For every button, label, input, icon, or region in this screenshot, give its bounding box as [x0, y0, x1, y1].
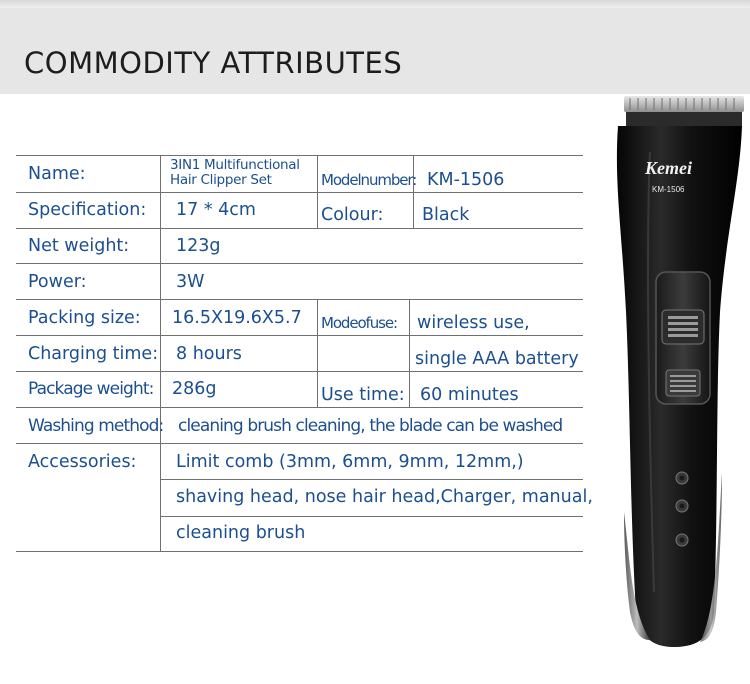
header-band	[0, 8, 750, 94]
table-rule	[16, 551, 583, 552]
package-weight-label: Package weight:	[28, 379, 154, 399]
model-value: KM-1506	[427, 170, 505, 190]
table-rule	[16, 335, 583, 336]
name-value-line1: 3IN1 Multifunctional	[170, 157, 300, 173]
page-title: COMMODITY ATTRIBUTES	[24, 46, 403, 80]
package-weight-value: 286g	[172, 379, 217, 399]
specification-value: 17 * 4cm	[176, 200, 256, 220]
hair-clipper-image	[590, 92, 750, 662]
table-rule	[413, 155, 414, 228]
table-rule	[16, 192, 583, 193]
use-time-label: Use time:	[321, 385, 405, 405]
name-value-line2: Hair Clipper Set	[170, 172, 272, 188]
accessories-value-line2: shaving head, nose hair head,Charger, manual,	[176, 487, 593, 507]
table-rule	[16, 407, 583, 408]
washing-method-label: Washing method:	[28, 416, 164, 436]
mode-of-use-label: Modeofuse:	[321, 314, 397, 332]
accessories-value-line1: Limit comb (3mm, 6mm, 9mm, 12mm,)	[176, 452, 524, 472]
table-rule	[409, 299, 410, 407]
colour-label: Colour:	[321, 205, 384, 225]
table-rule	[16, 228, 583, 229]
packing-size-value: 16.5X19.6X5.7	[172, 308, 302, 328]
power-label: Power:	[28, 272, 87, 292]
colour-value: Black	[422, 205, 470, 225]
table-rule	[317, 299, 318, 407]
table-rule	[160, 479, 583, 480]
charging-time-value: 8 hours	[176, 344, 242, 364]
washing-method-value: cleaning brush cleaning, the blade can be washed	[178, 416, 563, 436]
mode-of-use-value-line1: wireless use,	[417, 313, 530, 333]
name-label: Name:	[28, 164, 86, 184]
table-rule	[160, 516, 583, 517]
power-value: 3W	[176, 272, 205, 292]
charging-time-label: Charging time:	[28, 344, 159, 364]
accessories-value-line3: cleaning brush	[176, 523, 306, 543]
net-weight-value: 123g	[176, 236, 221, 256]
table-rule	[16, 371, 583, 372]
table-rule	[160, 155, 161, 552]
table-rule	[317, 155, 318, 228]
table-rule	[16, 299, 583, 300]
table-rule	[16, 443, 583, 444]
brand-logo: Kemei	[645, 158, 692, 178]
model-label: Modelnumber:	[321, 171, 417, 189]
packing-size-label: Packing size:	[28, 308, 141, 328]
table-rule	[16, 155, 583, 156]
top-strip	[0, 0, 750, 8]
specification-label: Specification:	[28, 200, 147, 220]
table-rule	[16, 263, 583, 264]
use-time-value: 60 minutes	[420, 385, 519, 405]
mode-of-use-value-line2: single AAA battery	[415, 349, 579, 369]
accessories-label: Accessories:	[28, 452, 137, 472]
product-model-label: KM-1506	[652, 185, 685, 194]
net-weight-label: Net weight:	[28, 236, 130, 256]
